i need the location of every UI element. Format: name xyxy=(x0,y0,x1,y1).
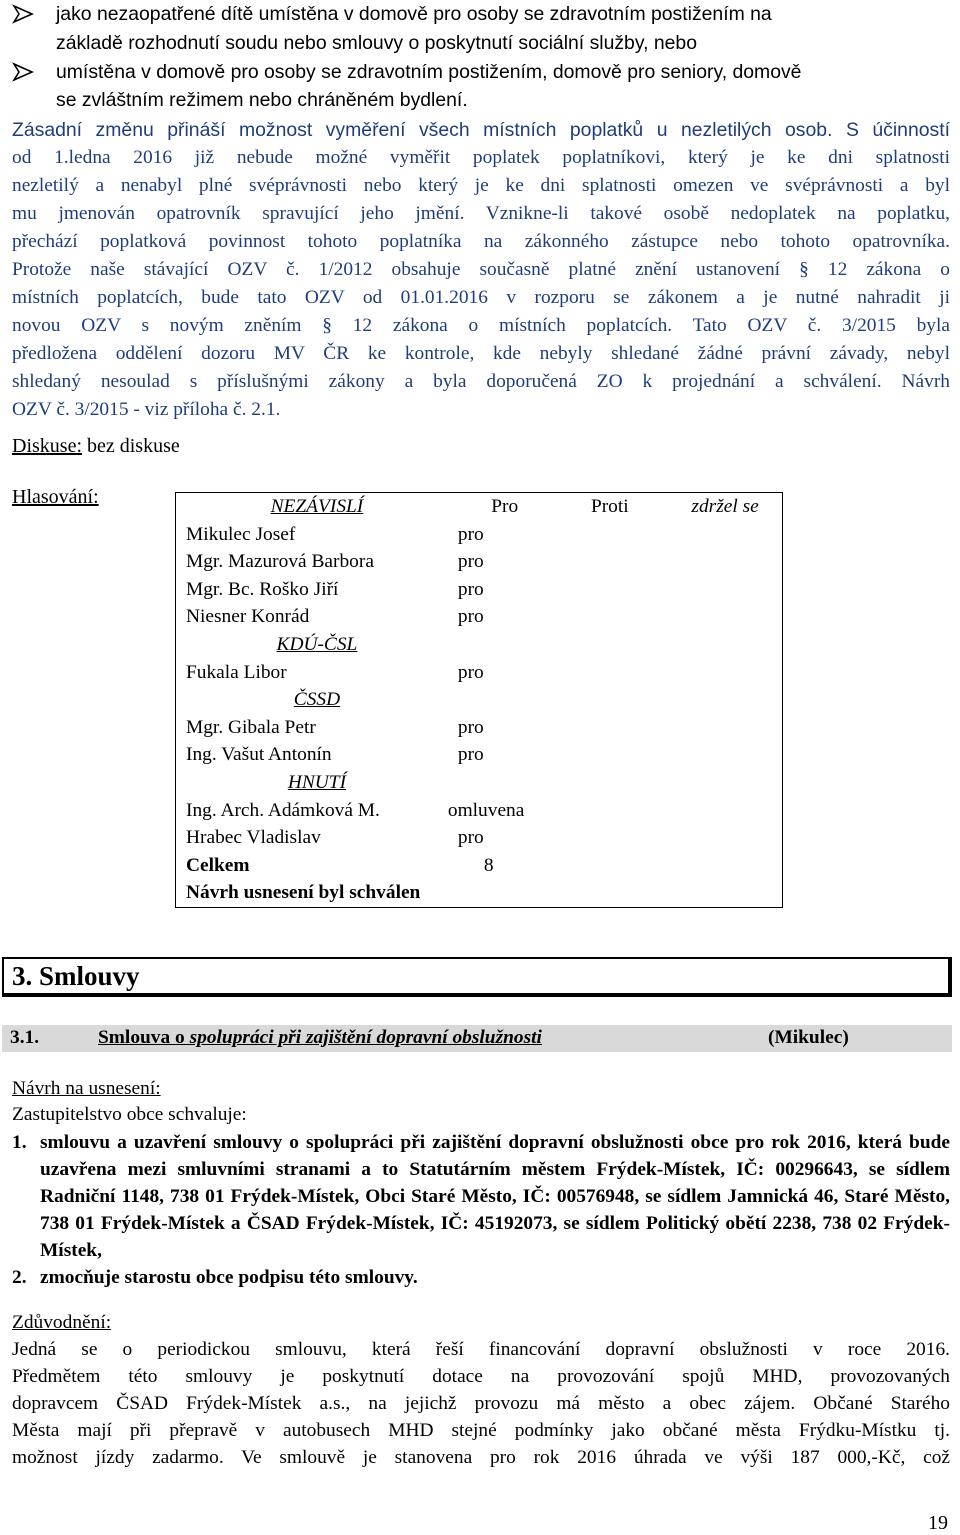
arrow-bullet-icon xyxy=(12,62,34,82)
justification-line: Města mají při přepravě v autobusech MHD stejné podmínky jako občané města Frýdku-Místku tj. xyxy=(12,1420,950,1441)
table-row xyxy=(176,548,783,576)
bullet-line: umístěna v domově pro osoby se zdravotním postižením, domově pro seniory, domově xyxy=(56,60,802,83)
proposal-label: Návrh na usnesení: xyxy=(12,1078,161,1099)
subsection-presenter: (Mikulec) xyxy=(768,1027,849,1048)
group-row xyxy=(176,686,783,714)
voting-header-row xyxy=(176,493,783,521)
resolution-number: 2. xyxy=(12,1267,27,1288)
vote-value: pro xyxy=(457,827,484,849)
justification-line: dopravcem ČSAD Frýdek-Místek a.s., na jejichž provozu má město a obec zájem. Občané Starého xyxy=(12,1393,950,1414)
bullet-list xyxy=(12,0,952,115)
table-row xyxy=(176,824,783,852)
paragraph-line: novou OZV s novým zněním § 12 zákona o místních poplatcích. Tato OZV č. 3/2015 byla xyxy=(12,315,950,336)
voter-name: Ing. Arch. Adámková M. xyxy=(186,799,380,821)
voter-name: Ing. Vašut Antonín xyxy=(186,744,332,766)
paragraph-line: Protože naše stávající OZV č. 1/2012 obsahuje současně platné znění ustanovení § 12 zákona o xyxy=(12,259,950,280)
bullet-line: jako nezaopatřené dítě umístěna v domově pro osoby se zdravotním postižením na xyxy=(56,3,772,25)
bullet-line: se zvláštním režimem nebo chráněném bydlení. xyxy=(56,89,468,112)
discussion-text: bez diskuse xyxy=(82,435,180,457)
voting-table xyxy=(175,492,783,908)
resolution-text: smlouvu a uzavření smlouvy o spolupráci při zajištění dopravní obslužnosti obce pro rok 2016, která bude uzavřena mezi smluvními stranami a to Statutárním městem Frýdek-Místek, IČ: 00296643, se sídlem Radniční 1148, 738 01 Frýdek-Místek, Obci Staré Město, IČ: 00576948, se sídlem Jamnická 46, Staré Město, 738 01 Frýdek-Místek a ČSAD Frýdek-Místek, IČ: 45192073, se sídlem Politický obětí 2238, 738 02 Frýdek-Místek, xyxy=(40,1132,950,1261)
section-title: 3. Smlouvy xyxy=(12,961,140,991)
vote-value: pro xyxy=(457,716,484,738)
table-row xyxy=(176,714,783,742)
paragraph-line: předložena oddělení dozoru MV ČR ke kontrole, kde nebyly shledané žádné právní závady, nebyl xyxy=(12,343,950,364)
arrow-bullet-icon xyxy=(12,4,34,24)
section-heading xyxy=(2,957,952,997)
subsection-number: 3.1. xyxy=(10,1027,40,1048)
discussion-line xyxy=(12,432,180,460)
header-pro: Pro xyxy=(491,496,519,517)
voter-name: Mgr. Mazurová Barbora xyxy=(186,551,374,573)
proposal-intro: Zastupitelstvo obce schvaluje: xyxy=(12,1104,247,1125)
voter-name: Mgr. Gibala Petr xyxy=(186,716,316,738)
header-proti: Proti xyxy=(590,496,629,517)
vote-value: pro xyxy=(457,578,484,600)
voter-name: Fukala Libor xyxy=(186,661,287,683)
justification-line: možnost jízdy zadarmo. Ve smlouvě je stanovena pro rok 2016 úhrada ve výši 187 000,-Kč, což xyxy=(12,1447,950,1468)
resolution-number: 1. xyxy=(12,1132,27,1153)
voter-name: Mgr. Bc. Roško Jiří xyxy=(186,578,339,600)
paragraph-line: OZV č. 3/2015 - viz příloha č. 2.1. xyxy=(12,399,281,420)
discussion-label: Diskuse: xyxy=(12,435,82,457)
resolution-list xyxy=(12,1129,950,1291)
total-label: Celkem xyxy=(186,854,250,876)
table-row xyxy=(176,659,783,687)
subsection-heading xyxy=(2,1025,952,1052)
justification-label: Zdůvodnění: xyxy=(12,1312,112,1333)
paragraph-line: mu jmenován opatrovník spravující jeho jmění. Vznikne-li takové osobě nedoplatek na poplatku, xyxy=(12,203,950,224)
bullet-line: základě rozhodnutí soudu nebo smlouvy o poskytnutí sociální služby, nebo xyxy=(56,31,697,54)
voter-name: Niesner Konrád xyxy=(186,606,310,628)
table-row xyxy=(176,741,783,769)
resolution-text: zmocňuje starostu obce podpisu této smlouvy. xyxy=(40,1267,418,1288)
subsection-title-italic: spolupráci při zajištění dopravní obslužnosti xyxy=(189,1027,542,1048)
result-text: Návrh usnesení byl schválen xyxy=(186,882,421,904)
result-row xyxy=(176,879,783,907)
resolution-item xyxy=(12,1264,950,1291)
subsection-title-prefix: Smlouva o xyxy=(98,1027,190,1048)
resolution-item xyxy=(12,1129,950,1264)
table-row xyxy=(176,603,783,631)
table-row xyxy=(176,576,783,604)
group-row xyxy=(176,769,783,797)
page-number: 19 xyxy=(928,1512,948,1534)
group-name: ČSSD xyxy=(293,689,341,711)
paragraph-line: nezletilý a nenabyl plné svéprávnosti nebo který je ke dni splatnosti omezen ve svéprávnosti a byl xyxy=(12,175,950,196)
group-row xyxy=(176,631,783,659)
justification-line: Předmětem této smlouvy je poskytnutí dotace na provozování spojů MHD, provozovaných xyxy=(12,1366,950,1387)
paragraph-line: místních poplatcích, bude tato OZV od 01.01.2016 v rozporu se zákonem a je nutné nahradit ji xyxy=(12,287,950,308)
voter-name: Hrabec Vladislav xyxy=(186,827,321,849)
bullet-item xyxy=(12,58,952,116)
vote-value: omluvena xyxy=(447,799,525,821)
group-name: KDÚ-ČSL xyxy=(276,633,358,655)
subsection-title xyxy=(98,1027,542,1049)
paragraph-line: přechází poplatková povinnost tohoto poplatníka na zákonného zástupce nebo tohoto opatrovníka. xyxy=(12,231,950,252)
voting-label: Hlasování: xyxy=(12,486,99,508)
vote-value: pro xyxy=(457,606,484,628)
header-group: NEZÁVISLÍ xyxy=(270,496,364,517)
group-name: HNUTÍ xyxy=(287,771,347,793)
vote-value: pro xyxy=(457,744,484,766)
vote-value: pro xyxy=(457,551,484,573)
table-row xyxy=(176,797,783,825)
table-row xyxy=(176,521,783,549)
paragraph-line: shledaný nesoulad s příslušnými zákony a byla doporučená ZO k projednání a schválení. Návrh xyxy=(12,371,950,392)
header-zdrzel: zdržel se xyxy=(691,496,759,517)
total-row xyxy=(176,852,783,880)
justification-line: Jedná se o periodickou smlouvu, která řeší financování dopravní obslužnosti v roce 2016. xyxy=(12,1339,950,1360)
vote-value: pro xyxy=(457,661,484,683)
vote-value: pro xyxy=(457,523,484,545)
paragraph-line: od 1.ledna 2016 již nebude možné vyměřit poplatek poplatníkovi, který je ke dni splatnosti xyxy=(12,147,950,168)
total-value: 8 xyxy=(483,854,494,876)
bullet-item xyxy=(12,0,952,58)
voter-name: Mikulec Josef xyxy=(186,523,296,545)
paragraph-line: Zásadní změnu přináší možnost vyměření všech místních poplatků u nezletilých osob. S účinností xyxy=(12,119,950,141)
